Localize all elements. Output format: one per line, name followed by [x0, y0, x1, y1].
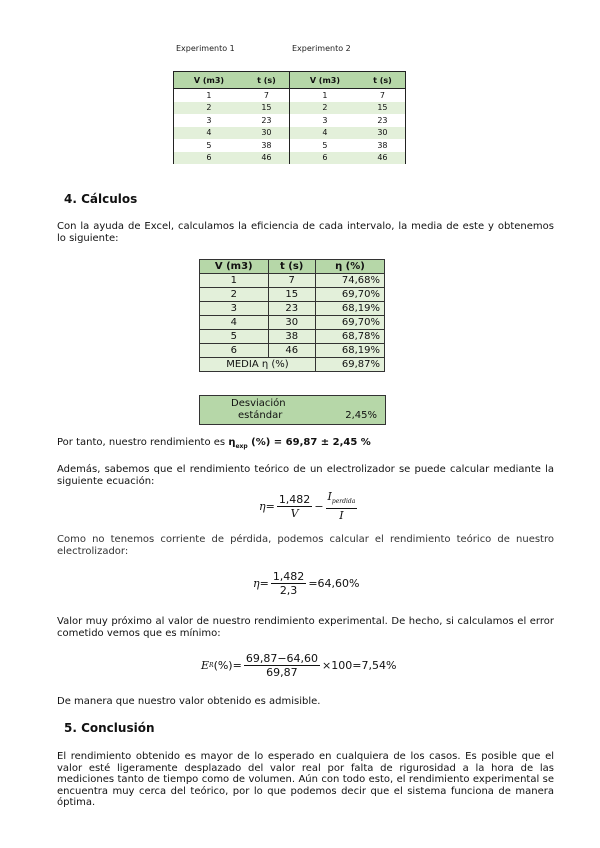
table-row — [200, 344, 385, 358]
table-cell: 3 — [289, 114, 359, 127]
result-value: (%) = 69,87 ± 2,45 % — [251, 437, 371, 448]
table-cell: 23 — [261, 115, 272, 125]
table-cell: 7 — [263, 90, 269, 100]
std-deviation-label-2: estándar — [238, 410, 283, 421]
formula-rhs: =64,60% — [308, 577, 360, 590]
table-cell: 7 — [379, 90, 385, 100]
table-cell: 38 — [261, 140, 272, 150]
table-cell: 4 — [200, 316, 269, 330]
table-cell: 46 — [360, 152, 406, 165]
table-cell: 30 — [360, 127, 406, 140]
table-row — [200, 302, 385, 316]
formula-lhs: (%)= — [213, 659, 242, 672]
result-subscript: exp — [235, 443, 248, 450]
table-cell: 5 — [289, 139, 359, 152]
table-cell: 15 — [268, 288, 315, 302]
table-cell: 3 — [200, 302, 269, 316]
experiment-2-label: Experimento 2 — [292, 44, 351, 53]
table-row — [200, 288, 385, 302]
fraction-numerator: 1,482 — [272, 570, 305, 583]
fraction-denominator: I — [339, 509, 344, 523]
table-cell: 5 — [200, 330, 269, 344]
fraction-numerator: 1,482 — [278, 492, 311, 506]
result-prefix: Por tanto, nuestro rendimiento es — [57, 437, 226, 448]
table-row — [174, 139, 406, 152]
table-cell: 69,70% — [315, 316, 384, 330]
experiment-1-label: Experimento 1 — [176, 44, 235, 53]
table-cell: 1 — [206, 90, 212, 100]
table-cell: 1 — [200, 274, 269, 288]
admissible-line: De manera que nuestro valor obtenido es admisible. — [57, 696, 321, 707]
table-cell: 2 — [174, 102, 244, 115]
section-5-heading: 5. Conclusión — [64, 721, 155, 735]
error-paragraph: Valor muy próximo al valor de nuestro rendimiento experimental. De hecho, si calculamos el error cometido vemos que es mínimo: — [57, 616, 554, 639]
table-header: V (m3) — [289, 72, 359, 89]
table-cell: 68,78% — [315, 330, 384, 344]
conclusion-paragraph: El rendimiento obtenido es mayor de lo esperado en cualquiera de los casos. Es posible que el valor esté ligeramente desplazado del valor real por falta de rigurosidad a la hora de las mediciones tanto de tiempo como de volumen. Aún con todo esto, el rendimiento experimental se encuentra muy cerca del teórico, por lo que podemos decir que el sistema funciona de manera óptima. — [57, 751, 554, 808]
fraction-numerator — [326, 490, 358, 509]
formula-lhs: η= — [259, 499, 275, 513]
table-cell: 68,19% — [315, 344, 384, 358]
table-header: t (s) — [244, 72, 290, 89]
section-4-heading: 4. Cálculos — [64, 192, 138, 206]
fraction-denominator: 2,3 — [279, 584, 298, 597]
std-deviation-value: 2,45% — [345, 410, 377, 421]
std-deviation-box — [199, 395, 386, 425]
table-row — [174, 114, 406, 127]
table-header: V (m3) — [200, 260, 269, 274]
table-cell: 4 — [289, 127, 359, 140]
table-cell: 5 — [206, 140, 212, 150]
table-cell: 2 — [289, 102, 359, 115]
table-cell: 3 — [206, 115, 212, 125]
experiment-table — [173, 71, 406, 164]
table-cell: 15 — [244, 102, 290, 115]
current-symbol: I — [327, 490, 332, 503]
table-cell: 6 — [174, 152, 244, 165]
table-cell: 4 — [174, 127, 244, 140]
fraction — [271, 570, 307, 597]
table-cell: 23 — [377, 115, 388, 125]
table-header: t (s) — [360, 72, 406, 89]
table-cell: 2 — [200, 288, 269, 302]
fraction — [326, 490, 358, 522]
efficiency-table — [199, 259, 385, 372]
table-header: t (s) — [268, 260, 315, 274]
fraction-denominator: V — [290, 506, 299, 520]
table-row — [174, 127, 406, 140]
table-cell: 7 — [268, 274, 315, 288]
table-header-row — [200, 260, 385, 274]
table-cell: 6 — [200, 344, 269, 358]
table-header: V (m3) — [174, 72, 244, 89]
table-cell: 46 — [268, 344, 315, 358]
table-header-row — [174, 72, 406, 89]
formula-rhs: ×100=7,54% — [322, 659, 397, 672]
theoretical-efficiency-formula — [259, 490, 359, 522]
fraction — [244, 652, 320, 679]
table-row — [200, 316, 385, 330]
table-cell: 6 — [289, 152, 359, 165]
table-row — [174, 102, 406, 115]
mean-value: 69,87% — [315, 358, 384, 372]
mean-label: MEDIA η (%) — [200, 358, 316, 372]
error-subscript: R — [209, 662, 214, 669]
table-row — [174, 89, 406, 102]
table-cell: 15 — [360, 102, 406, 115]
formula-lhs: η= — [253, 577, 269, 590]
numeric-efficiency-formula — [253, 570, 359, 597]
section-4-intro: Con la ayuda de Excel, calculamos la eficiencia de cada intervalo, la media de este y obtenemos lo siguiente: — [57, 221, 554, 244]
table-header: η (%) — [315, 260, 384, 274]
result-line — [57, 437, 557, 453]
table-cell: 74,68% — [315, 274, 384, 288]
table-row — [200, 330, 385, 344]
fraction-numerator: 69,87−64,60 — [245, 652, 319, 665]
theory-paragraph: Además, sabemos que el rendimiento teórico de un electrolizador se puede calcular mediante la siguiente ecuación: — [57, 464, 554, 487]
std-deviation-label-1: Desviación — [231, 398, 286, 409]
fraction-denominator: 69,87 — [266, 666, 298, 679]
current-subscript: perdida — [331, 498, 356, 506]
table-cell: 68,19% — [315, 302, 384, 316]
table-row — [174, 152, 406, 165]
table-cell: 30 — [244, 127, 290, 140]
table-cell: 30 — [268, 316, 315, 330]
table-cell: 23 — [268, 302, 315, 316]
table-cell: 38 — [377, 140, 388, 150]
table-row — [200, 274, 385, 288]
result-symbol: η — [228, 437, 236, 448]
table-cell: 38 — [268, 330, 315, 344]
mean-row — [200, 358, 385, 372]
error-formula — [201, 652, 396, 679]
fraction — [277, 493, 313, 520]
no-loss-paragraph: Como no tenemos corriente de pérdida, podemos calcular el rendimiento teórico de nuestro electrolizador: — [57, 534, 554, 557]
error-symbol: E — [201, 659, 210, 672]
table-cell: 1 — [289, 89, 359, 102]
table-cell: 46 — [244, 152, 290, 165]
table-cell: 69,70% — [315, 288, 384, 302]
formula-minus: − — [314, 499, 324, 513]
